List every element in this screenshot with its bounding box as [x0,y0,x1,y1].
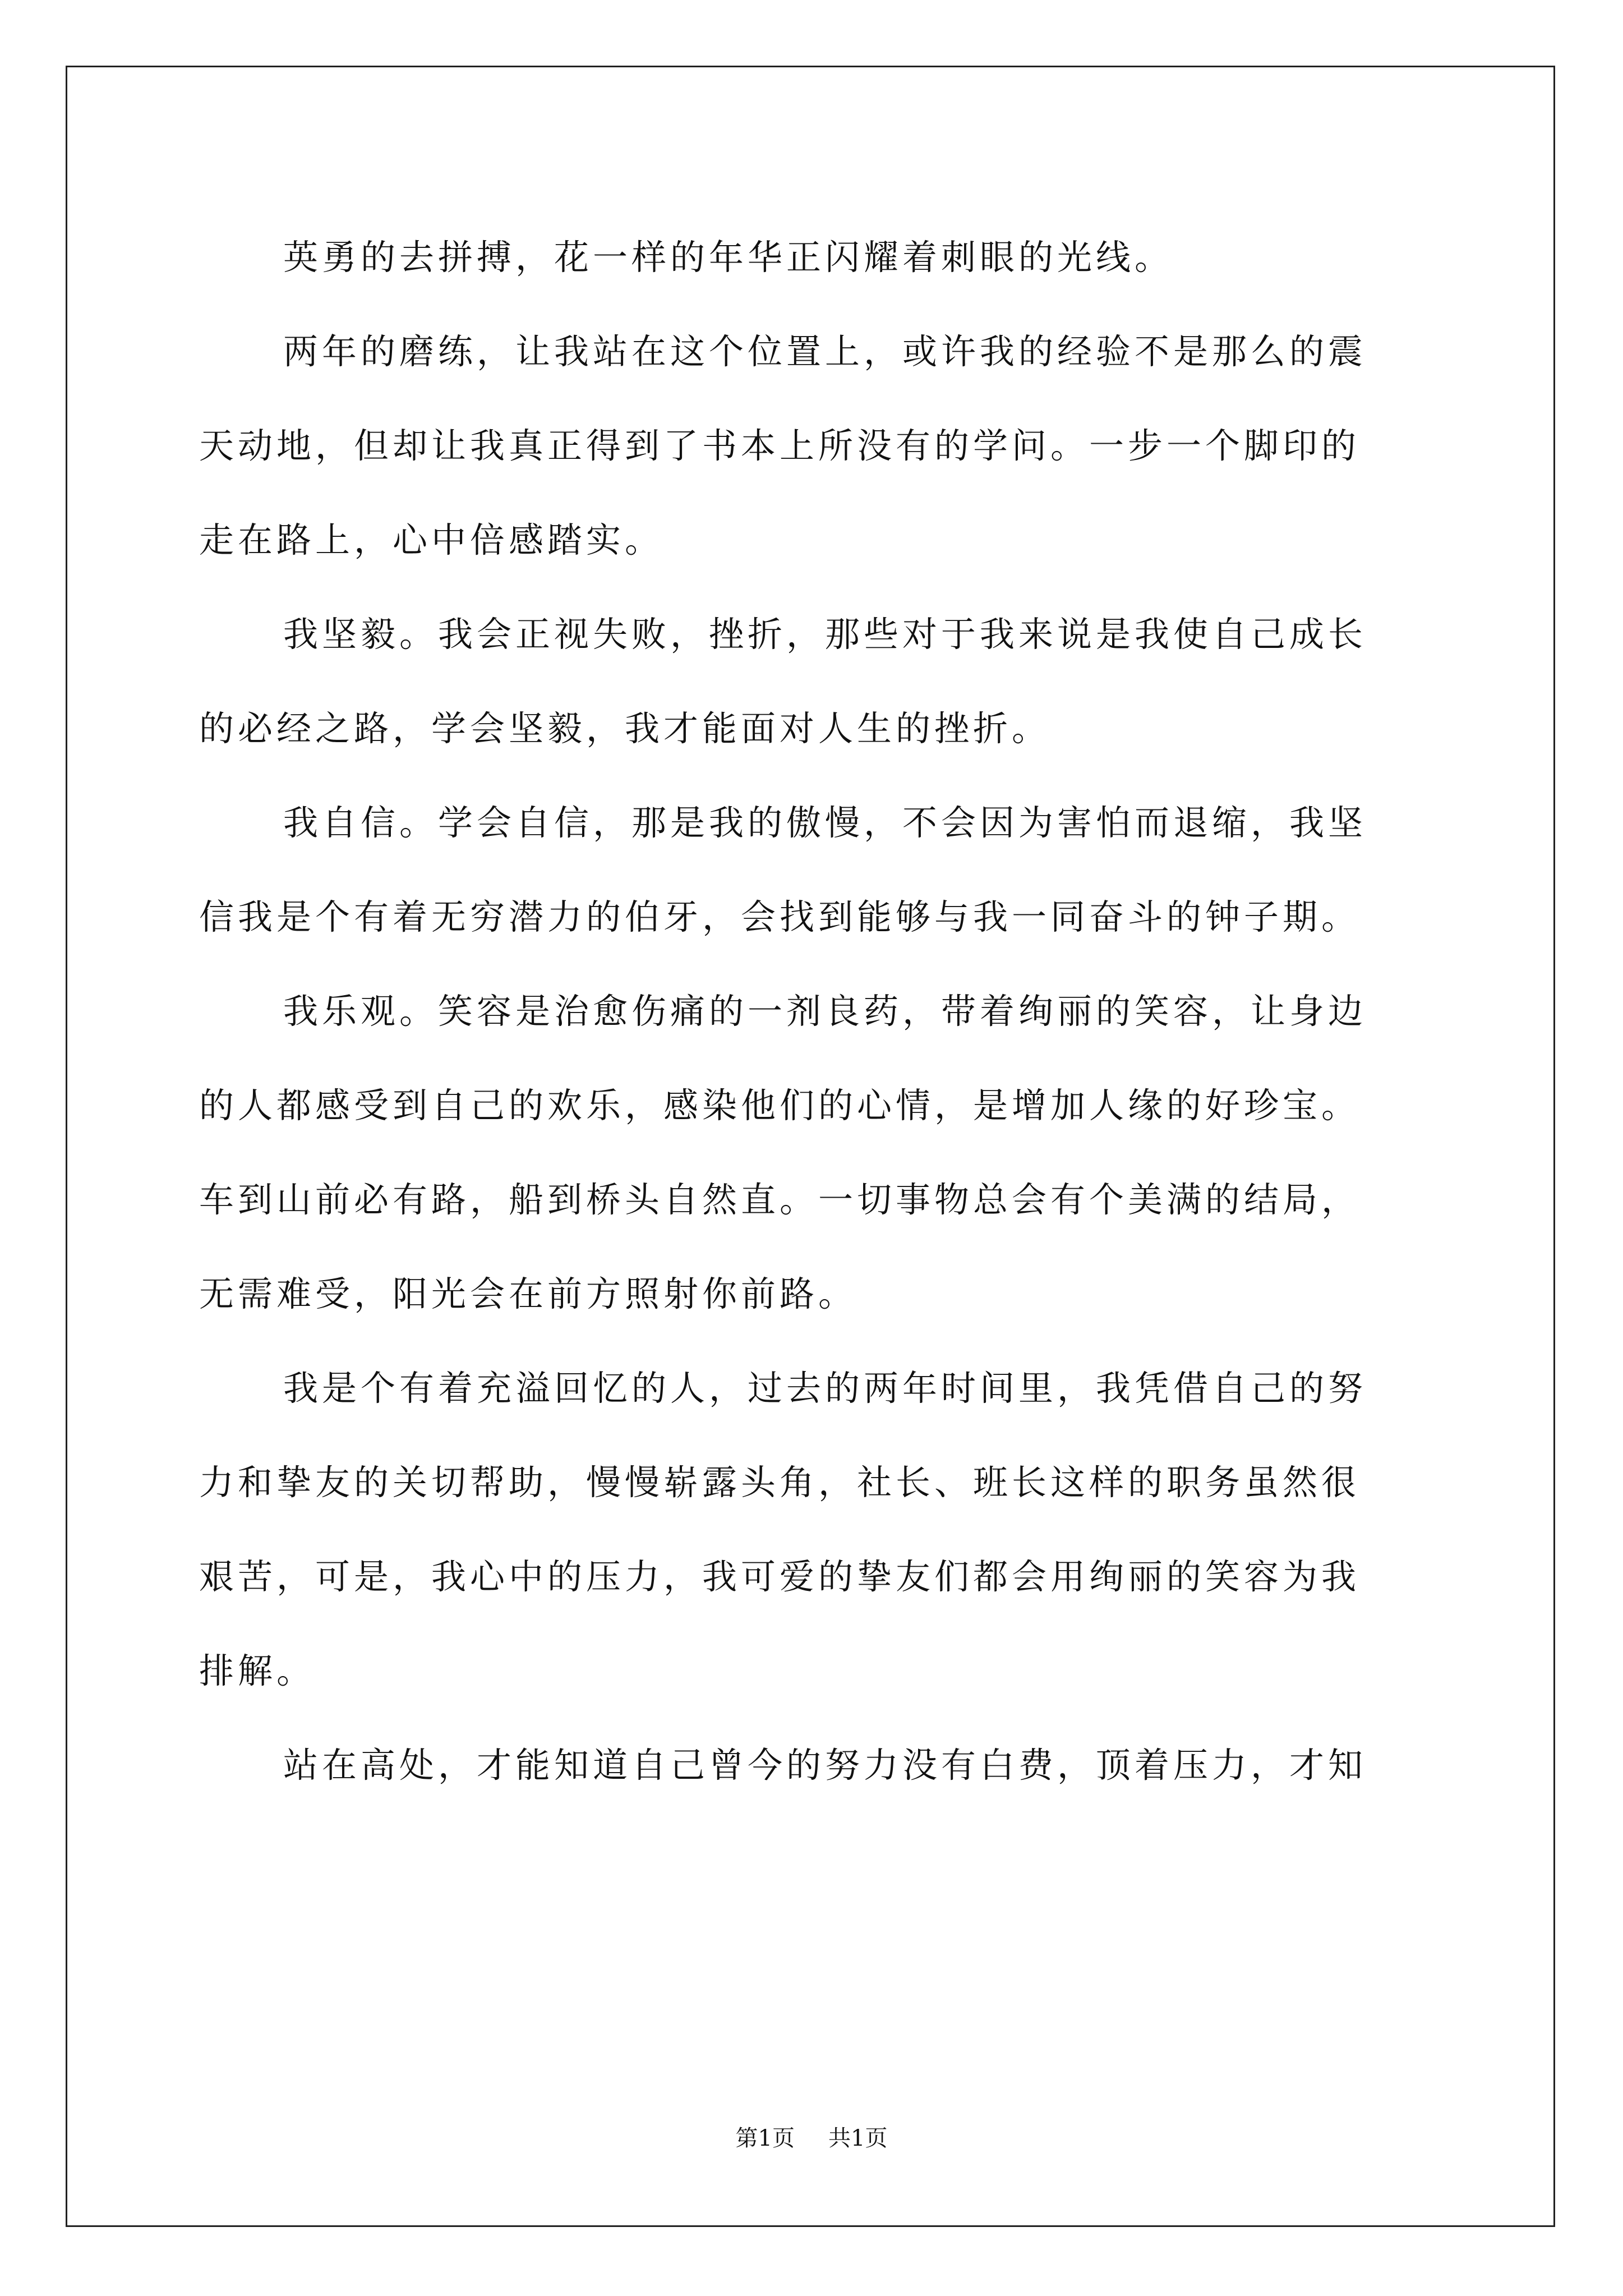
text-line: 我乐观。笑容是治愈伤痛的一剂良药，带着绚丽的笑容，让身边 [283,991,1367,1032]
text-line: 英勇的去拼搏，花一样的年华正闪耀着刺眼的光线。 [283,237,1174,278]
text-line: 的必经之路，学会坚毅，我才能面对人生的挫折。 [199,708,1051,749]
text-line: 力和挚友的关切帮助，慢慢崭露头角，社长、班长这样的职务虽然很 [199,1462,1361,1503]
text-line: 两年的磨练，让我站在这个位置上，或许我的经验不是那么的震 [283,331,1367,372]
text-line: 排解。 [199,1650,316,1691]
text-line: 的人都感受到自己的欢乐，感染他们的心情，是增加人缘的好珍宝。 [199,1085,1361,1126]
page-number: 第1页 [735,2125,795,2151]
text-line: 走在路上，心中倍感踏实。 [199,519,664,560]
text-line: 无需难受，阳光会在前方照射你前路。 [199,1273,857,1314]
text-line: 信我是个有着无穷潜力的伯牙，会找到能够与我一同奋斗的钟子期。 [199,896,1361,937]
page-total: 共1页 [828,2125,888,2151]
text-line: 站在高处，才能知道自己曾今的努力没有白费，顶着压力，才知 [283,1745,1367,1786]
text-line: 车到山前必有路，船到桥头自然直。一切事物总会有个美满的结局， [199,1179,1361,1220]
document-body [199,210,1433,1812]
page-footer [0,2122,1623,2155]
text-line: 我自信。学会自信，那是我的傲慢，不会因为害怕而退缩，我坚 [283,802,1367,843]
text-line: 艰苦，可是，我心中的压力，我可爱的挚友们都会用绚丽的笑容为我 [199,1556,1361,1597]
text-line: 天动地，但却让我真正得到了书本上所没有的学问。一步一个脚印的 [199,425,1361,466]
text-line: 我是个有着充溢回忆的人，过去的两年时间里，我凭借自己的努 [283,1368,1367,1409]
text-line: 我坚毅。我会正视失败，挫折，那些对于我来说是我使自己成长 [283,614,1367,655]
